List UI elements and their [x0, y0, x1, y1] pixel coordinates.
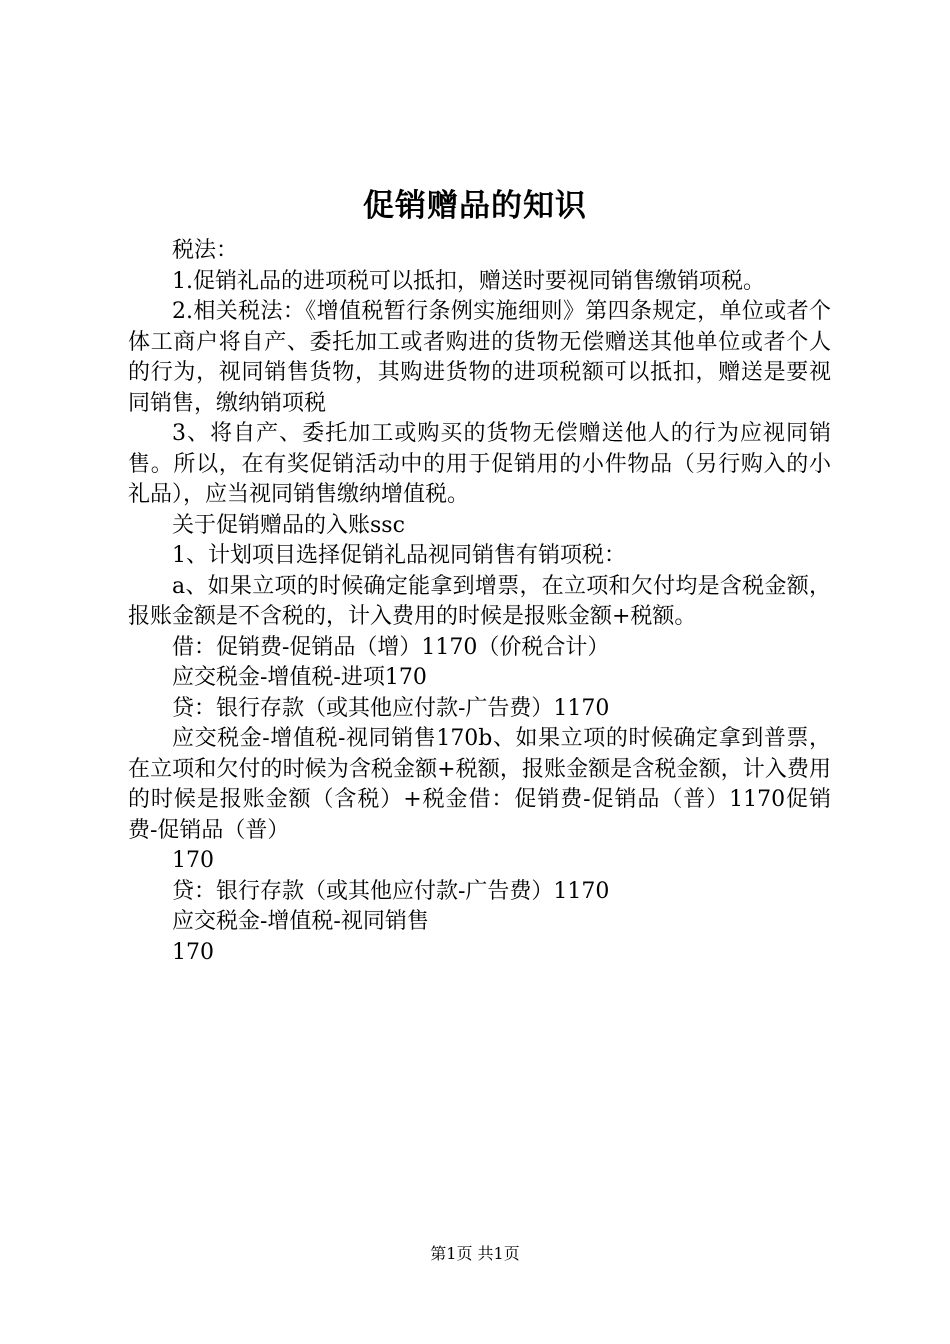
journal-line: 应交税金-增值税-视同销售 — [172, 909, 429, 934]
document-title: 促销赠品的知识 — [363, 188, 587, 224]
journal-line: 贷：银行存款（或其他应付款-广告费）1170 — [172, 878, 610, 904]
paragraph-point-1: 1.促销礼品的进项税可以抵扣，赠送时要视同销售缴销项税。 — [172, 268, 765, 294]
paragraph-point-2: 2.相关税法：《增值税暂行条例实施细则》第四条规定，单位或者个体工商户将自产、委托加工或者购进的货物无偿赠送其他单位或者个人的行为，视同销售货物，其购进货物的进项税额可以抵扣，赠送是要视同销售，缴纳销项税 — [128, 299, 831, 416]
paragraph-case-b: 应交税金-增值税-视同销售170b、如果立项的时候确定拿到普票，在立项和欠付的时候为含税金额+税额，报账金额是含税金额，计入费用的时候是报账金额（含税）+税金借：促销费-促销品（普）1170促销费-促销品（普） — [128, 726, 831, 843]
journal-line: 贷：银行存款（或其他应付款-广告费）1170 — [172, 695, 610, 721]
paragraph-accounting-heading: 关于促销赠品的入账ssc — [172, 512, 405, 538]
journal-line: 170 — [172, 848, 214, 873]
paragraph-case-a: a、如果立项的时候确定能拿到增票，在立项和欠付均是含税金额，报账金额是不含税的，计入费用的时候是报账金额+税额。 — [128, 573, 831, 629]
document-body — [128, 236, 831, 968]
paragraph-point-3: 3、将自产、委托加工或购买的货物无偿赠送他人的行为应视同销售。所以，在有奖促销活动中的用于促销用的小件物品（另行购入的小礼品），应当视同销售缴纳增值税。 — [128, 421, 831, 507]
paragraph-plan-item: 1、计划项目选择促销礼品视同销售有销项税： — [172, 543, 626, 568]
journal-line: 借：促销费-促销品（增）1170（价税合计） — [172, 634, 610, 660]
page-footer: 第1页 共1页 — [430, 1244, 520, 1263]
journal-line: 应交税金-增值税-进项170 — [172, 665, 427, 690]
paragraph-tax-law-heading: 税法： — [172, 238, 239, 263]
journal-line: 170 — [172, 939, 214, 965]
